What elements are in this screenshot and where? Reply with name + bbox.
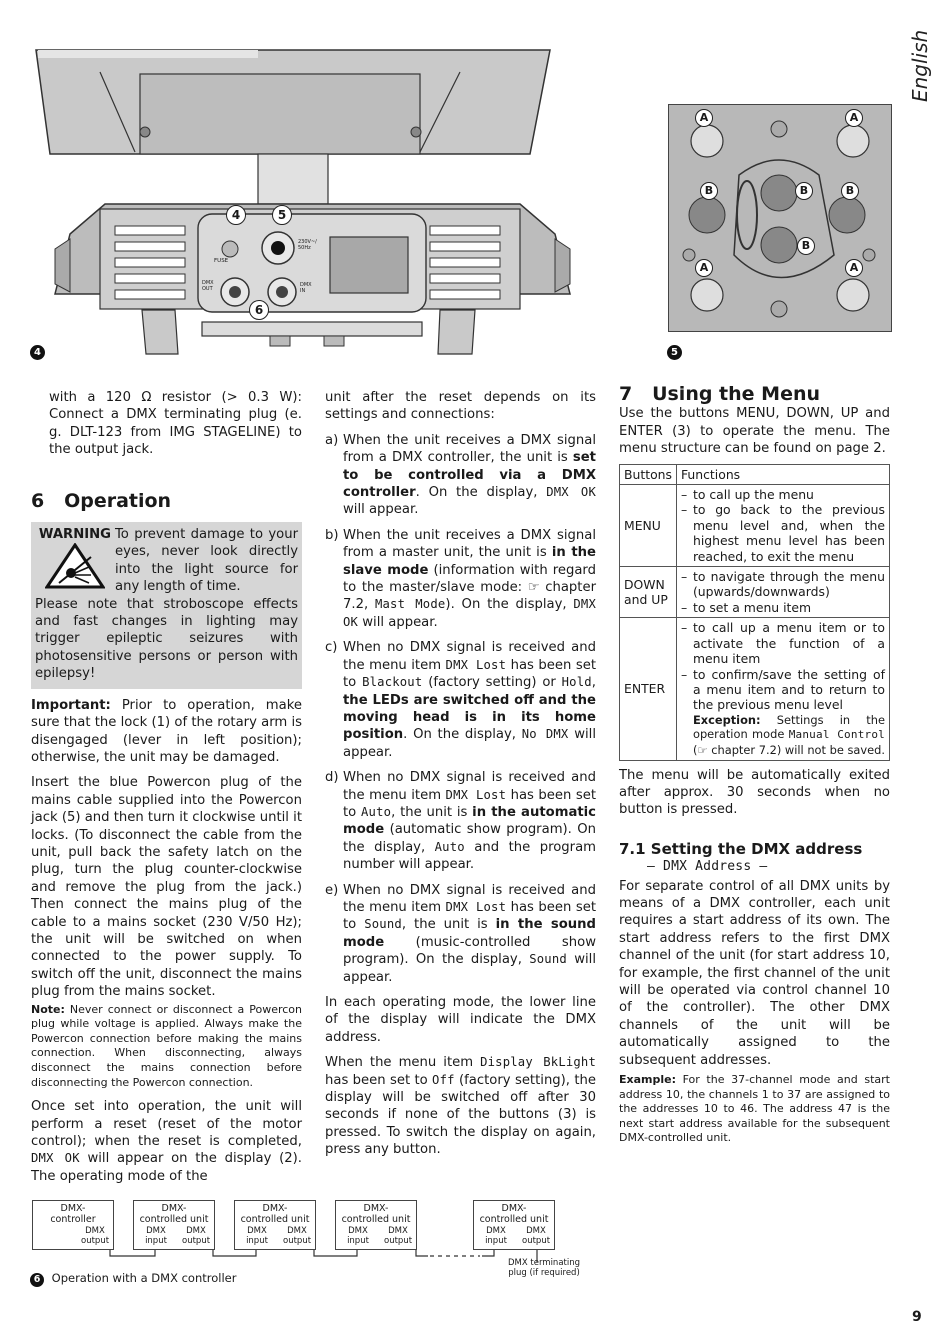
item-d-text-1: When no DMX signal is received and the menu item [343,770,596,803]
item-e-text-2: has been set to [343,899,596,933]
dmx-unit-1 [133,1200,215,1250]
exception-text-b: (☞ chapter 7.2) will not be saved. [692,742,885,757]
unit-4-title: DMX-controlled unit [479,1203,549,1225]
item-c-code-3: Hold [561,675,592,690]
col2-intro: unit after the reset depends on its settings and connections: [325,390,596,423]
item-e-text-1: When no DMX signal is received and the menu item [343,882,596,915]
item-d-bold: in the automatic mode [343,804,596,838]
table-header-row [620,464,890,484]
item-c-text-2: has been set to [343,657,596,691]
item-e-text-5: will appear. [343,952,596,985]
item-b-text-2: (information with regard to the master/slave mode: ☞ chapter 7.2, [343,562,596,613]
list-item-c [325,639,596,761]
reset-code: DMX OK [31,1151,80,1166]
unit-1-input: DMX input [145,1226,167,1246]
underside-drawing [669,105,891,331]
callout-6 [249,300,269,320]
list-marker-b: b) [325,527,339,543]
exception-text-a: Settings in the operation mode [692,712,885,742]
exception-code: Manual Control [788,728,885,742]
section-7-title: 7 Using the Menu [619,383,821,405]
enter-func-1: to call up a menu item or to activate the function of a menu item [692,620,885,667]
list-item-a [325,432,596,519]
label-a-2: A [845,109,863,127]
item-d-text-2: has been set to [343,787,596,820]
list-marker-c: c) [325,640,338,656]
backlight-text-c: (factory setting), the display will be switched off after 30 seconds if none of the buttons (3) is pressed. To switch the display on again, press any button. [325,1072,596,1158]
figure-5-number-label: 5 [667,345,682,360]
item-d-text-4: (automatic show program). On the display, [343,822,596,855]
item-a-text-1: When the unit receives a DMX signal from a DMX controller, the unit is [343,432,596,466]
item-b-text-3: ). On the display, [445,597,574,613]
list-marker-a: a) [325,432,339,448]
warning-box [31,522,302,689]
label-a-1: A [695,109,713,127]
figure-4-number [30,340,45,360]
item-c-text-6: will appear. [343,727,596,760]
label-b-2: B [795,182,813,200]
item-a-code: DMX OK [546,485,596,500]
figure-4 [30,44,590,364]
controller-box [32,1200,114,1250]
backlight-paragraph [325,1054,596,1158]
exit-paragraph: The menu will be automatically exited after approx. 30 seconds when no button is pressed. [619,767,890,818]
backlight-text-a: When the menu item [325,1055,481,1071]
moving-head-rear-drawing [30,44,590,364]
enter-exception [681,713,885,758]
item-a-text-2: . On the display, [415,485,547,501]
table-row: ENTER – to call up a menu item or to activate the function of a menu item – to confirm/save the setting of a menu item and to return to the previous menu level Exception: Settings in the operation mode Manual Control (☞ chapter 7.2) will not be saved. [620,618,890,760]
list-marker-d: d) [325,770,339,786]
subsection-7-1-title: 7.1 Setting the DMX address [619,839,863,858]
item-e-text-4: (music-controlled show program). On the display, [343,934,596,968]
figure-6 [30,1196,590,1296]
item-d-code-3: Auto [434,839,465,854]
menu-func-1: to call up the menu [692,487,814,503]
item-e-bold: in the sound mode [343,917,597,950]
unit-4-input: DMX input [485,1226,507,1246]
figure-4-number-label: 4 [30,345,45,360]
dmx-unit-4 [473,1200,555,1250]
important-label: Important: [31,697,111,713]
list-item-d [325,769,596,873]
figure-6-caption [30,1271,236,1287]
power-paragraph: Insert the blue Powercon plug of the mains cable supplied into the Powercon jack (5) and then turn it clockwise until it locks. (To disconnect the cable from the unit, pull back the safety latch on the plug, turn the plug counter-clockwise and remove the plug from the jack.) Then connect the mains plug of the cable to a mains socket (230 V/50 Hz); the unit will be switched on when connected to the power supply. To switch off the unit, disconnect the mains plug from the mains socket. [31,775,302,1000]
item-c-code-1: DMX Lost [445,657,507,672]
language-tab [900,29,950,112]
item-c-text-4: , [591,675,596,691]
language-tab-label: English [908,29,932,102]
item-a-bold: set to be controlled via a DMX controller [343,450,596,501]
figure-5 [668,104,892,332]
warning-more: Please note that stroboscope effects and fast changes in lighting may trigger epileptic seizures with photosensitive persons or person with epilepsy! [35,596,298,682]
backlight-code-2: Off [432,1072,455,1087]
label-b-3: B [841,182,859,200]
button-enter: ENTER [620,618,677,760]
item-d-text-5: and the program number will appear. [343,839,596,873]
item-c-code-4: No DMX [521,727,569,742]
menu-func-2: to go back to the previous menu level and, when the highest menu level has been reached, to exit the menu [692,502,885,564]
table-row: DOWN and UP – to navigate through the menu (upwards/downwards) – to set a menu item [620,567,890,618]
unit-2-output: DMX output [283,1226,312,1246]
item-c-code-2: Blackout [362,675,423,690]
dmx-unit-2 [234,1200,316,1250]
reset-text-a: Once set into operation, the unit will perform a reset (reset of the motor control); when the reset is completed, [31,1099,302,1149]
item-b-bold: in the slave mode [343,545,596,578]
reset-text-b: will appear on the display (2). The operating mode of the [31,1151,302,1184]
list-item-e [325,882,596,986]
label-b-1: B [700,182,718,200]
backlight-code-1: Display BkLight [480,1055,597,1070]
item-b-code-2: DMX OK [343,597,596,629]
laser-warning-icon [45,543,105,589]
unit-3-input: DMX input [347,1226,369,1246]
panel-label-mains: 230V~/ 50Hz [298,239,317,251]
column-3 [619,383,890,1154]
downup-func-1: to navigate through the menu (upwards/downwards) [692,569,885,600]
item-b-text-1: When the unit receives a DMX signal from a master unit, the unit is [343,527,596,561]
menu-intro: Use the buttons MENU, DOWN, UP and ENTER (3) to operate the menu. The menu structure can be found on page 2. [619,406,890,457]
warning-text: To prevent damage to your eyes, never look directly into the light source for any length of time. [115,527,298,595]
item-a-text-3: will appear. [343,502,419,518]
section-6-title: 6 Operation [31,489,172,512]
terminating-plug-label: DMX terminating plug (if required) [507,1258,581,1278]
unit-3-title: DMX-controlled unit [341,1203,411,1225]
warning-label: WARNING [38,527,111,543]
backlight-text-b: has been set to [325,1072,433,1088]
callout-5 [272,205,292,225]
figure-6-number: 6 [30,1273,44,1287]
unit-2-title: DMX-controlled unit [240,1203,310,1225]
table-row: MENU – to call up the menu – to go back to the previous menu level and, when the highest menu level has been reached, to exit the menu [620,485,890,567]
unit-1-output: DMX output [182,1226,211,1246]
header-buttons: Buttons [620,464,677,484]
item-d-code-2: Auto [361,804,392,819]
unit-3-output: DMX output [384,1226,413,1246]
page-number: 9 [912,1309,922,1325]
item-e-text-3: , the unit is [401,917,496,933]
label-a-4: A [845,259,863,277]
callout-4 [226,205,246,225]
callout-4-label: 4 [231,208,241,222]
item-d-text-3: , the unit is [391,804,473,820]
example-text: For the 37-channel mode and start address 10, the channels 1 to 37 are assigned to the addresses 10 to 46. The address 47 is the next start address available for the subsequent DMX-controlled unit. [619,1073,890,1145]
button-downup: DOWN and UP [620,567,677,618]
note-label: Note: [31,1002,65,1016]
label-a-3: A [695,259,713,277]
exception-label: Exception: [692,712,761,727]
col1-intro: with a 120 Ω resistor (> 0.3 W): Connect a DMX terminating plug (e. g. DLT-123 from IMG STAGELINE) to the output jack. [49,390,302,458]
callout-5-label: 5 [277,208,287,222]
item-c-text-1: When no DMX signal is received and the menu item [343,640,596,673]
subsection-code: – DMX Address – [647,859,768,875]
note-paragraph [31,1003,302,1091]
header-functions: Functions [676,464,889,484]
note-text: Never connect or disconnect a Powercon plug while voltage is applied. Always make the Powercon connection before making the mains connection. When disconnecting, always disconnect the mains connection before disconnecting the Powercon connection. [31,1002,302,1089]
controller-output: DMX output [81,1226,110,1246]
dmx-unit-3 [335,1200,417,1250]
item-e-code-3: Sound [529,952,567,967]
figure-6-caption-text: Operation with a DMX controller [51,1271,237,1285]
item-e-code-1: DMX Lost [445,899,507,914]
lower-line-paragraph: In each operating mode, the lower line of the display will indicate the DMX address. [325,995,596,1045]
column-2 [325,389,596,1167]
callout-6-label: 6 [254,303,264,317]
enter-func-2: to confirm/save the setting of a menu item and to return to the previous menu level [692,666,885,713]
unit-2-input: DMX input [246,1226,268,1246]
downup-func-2: to set a menu item [692,599,812,615]
dmx-address-paragraph: For separate control of all DMX units by means of a DMX controller, each unit requires a start address of its own. The start address refers to the first DMX channel of the unit (for start address 10, for example, the first channel of the unit will be operated via control channel 10 of the controller). The other DMX channels of the unit will be automatically assigned to the subsequent addresses. [619,878,890,1068]
item-c-bold: the LEDs are switched off and the moving head is in its home position [343,692,596,743]
panel-label-dmx-out: DMX OUT [202,280,214,292]
panel-label-dmx-in: DMX IN [300,282,312,294]
controller-title: DMX-controller [50,1203,96,1225]
list-item-b [325,527,596,631]
figure-5-number [667,340,682,360]
panel-label-fuse: FUSE [214,258,229,264]
item-c-text-3: (factory setting) or [422,675,562,691]
unit-4-output: DMX output [522,1226,551,1246]
item-b-text-4: will appear. [358,614,438,630]
important-paragraph [31,697,302,767]
example-label: Example: [619,1073,676,1086]
item-c-text-5: . On the display, [403,727,522,743]
menu-table [619,464,890,761]
column-1 [31,389,302,1193]
item-d-code-1: DMX Lost [445,787,507,802]
button-menu: MENU [620,485,677,567]
example-paragraph [619,1073,890,1146]
unit-1-title: DMX-controlled unit [139,1203,209,1225]
list-marker-e: e) [325,882,339,898]
item-b-code-1: Mast Mode [374,597,446,612]
item-e-code-2: Sound [364,917,402,932]
reset-paragraph [31,1098,302,1185]
label-b-4: B [797,237,815,255]
important-text: Prior to operation, make sure that the lock (1) of the rotary arm is disengaged (lever in left position); otherwise, the unit may be damaged. [31,697,302,765]
